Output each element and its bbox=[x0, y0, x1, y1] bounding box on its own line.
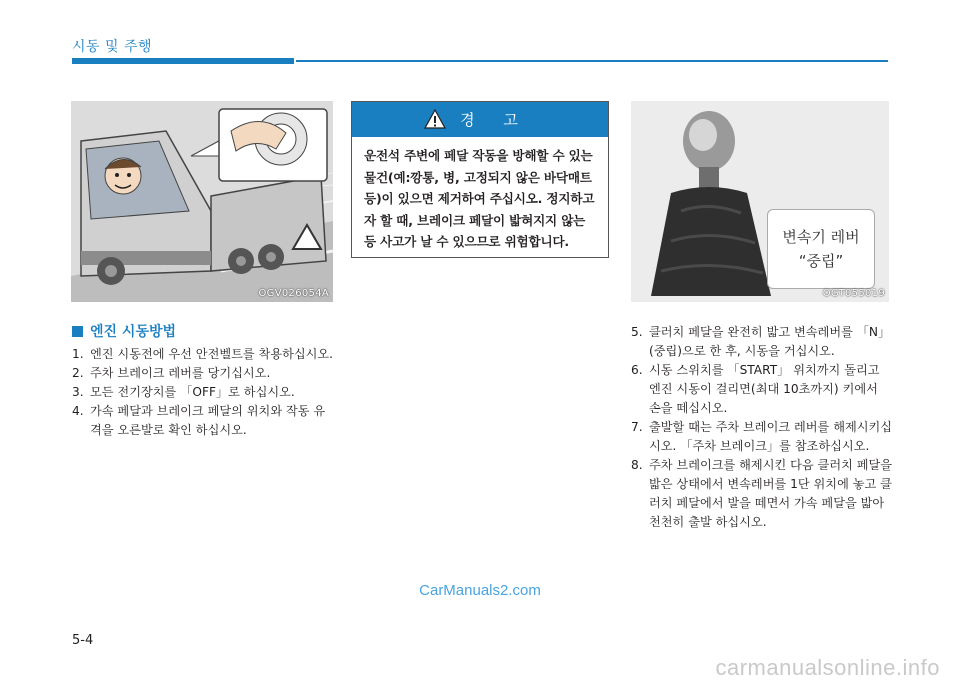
truck-ignition-illustration bbox=[71, 101, 333, 302]
figure-code-right: OGT055019 bbox=[822, 288, 885, 299]
warning-line: 운전석 주변에 페달 작동을 방해할 수 있는 bbox=[364, 148, 593, 163]
list-item bbox=[631, 456, 893, 532]
step-text: 출발할 때는 주차 브레이크 레버를 해제시키십시오. 「주차 브레이크」를 참조하십시오. bbox=[649, 420, 893, 453]
truck-illustration bbox=[71, 101, 333, 302]
figure-code-left: OGV026054A bbox=[258, 288, 329, 299]
step-number: 2. bbox=[72, 366, 84, 380]
list-item bbox=[72, 402, 334, 440]
page-number: 5-4 bbox=[72, 633, 94, 648]
step-number: 7. bbox=[631, 420, 643, 434]
warning-title: 경 고 bbox=[460, 111, 530, 129]
warning-text bbox=[352, 137, 608, 253]
warning-line: 자 할 때, 브레이크 페달이 밟혀지지 않는 bbox=[364, 212, 586, 228]
engine-start-heading bbox=[72, 321, 176, 341]
step-text: 시동 스위치를 「START」 위치까지 돌리고 엔진 시동이 걸리면(최대 10초까지) 키에서 손을 떼십시오. bbox=[649, 363, 880, 415]
steps-list-left bbox=[72, 345, 334, 440]
step-number: 6. bbox=[631, 363, 643, 377]
list-item bbox=[72, 345, 334, 364]
watermark-link[interactable]: CarManuals2.com bbox=[419, 582, 541, 599]
warning-box bbox=[351, 101, 609, 258]
section-title: 엔진 시동방법 bbox=[90, 324, 177, 340]
steps-list-right bbox=[631, 323, 893, 532]
lever-neutral-label bbox=[767, 209, 875, 289]
warning-triangle-icon bbox=[424, 109, 446, 129]
step-number: 8. bbox=[631, 458, 643, 472]
step-number: 4. bbox=[72, 404, 84, 418]
square-bullet-icon bbox=[72, 326, 83, 337]
list-item bbox=[72, 383, 334, 402]
list-item bbox=[72, 364, 334, 383]
list-item bbox=[631, 323, 893, 361]
list-item bbox=[631, 361, 893, 418]
gear-lever-illustration bbox=[631, 101, 889, 302]
warning-line: 물건(예:깡통, 병, 고정되지 않은 바닥매트 bbox=[364, 169, 592, 185]
warning-header bbox=[352, 102, 608, 137]
step-text: 주차 브레이크를 해제시킨 다음 클러치 페달을 밟은 상태에서 변속레버를 1단 위치에 놓고 클러치 페달에서 발을 떼면서 가속 페달을 밟아 천천히 출발 하십시오. bbox=[649, 458, 893, 529]
step-number: 1. bbox=[72, 347, 84, 361]
step-text: 가속 페달과 브레이크 페달의 위치와 작동 유격을 오른발로 확인 하십시오. bbox=[90, 404, 326, 437]
step-number: 5. bbox=[631, 325, 643, 339]
list-item bbox=[631, 418, 893, 456]
lever-label-line1: 변속기 레버 bbox=[782, 228, 860, 246]
header-rule-thick bbox=[72, 58, 294, 64]
header-rule-thin bbox=[296, 60, 888, 62]
step-number: 3. bbox=[72, 385, 84, 399]
lever-label-line2: “중립” bbox=[798, 252, 844, 270]
step-text: 클러치 페달을 완전히 밟고 변속레버를 「N」(중립)으로 한 후, 시동을 거십시오. bbox=[649, 325, 891, 358]
section-header-title: 시동 및 주행 bbox=[72, 39, 153, 55]
step-text: 엔진 시동전에 우선 안전벨트를 착용하십시오. bbox=[90, 347, 334, 361]
footer-watermark: carmanualsonline.info bbox=[715, 655, 940, 680]
step-text: 주차 브레이크 레버를 당기십시오. bbox=[90, 366, 271, 380]
warning-line: 등)이 있으면 제거하여 주십시오. 정지하고 bbox=[364, 191, 595, 206]
step-text: 모든 전기장치를 「OFF」로 하십시오. bbox=[90, 385, 295, 399]
warning-line: 등 사고가 날 수 있으므로 위험합니다. bbox=[364, 234, 569, 249]
